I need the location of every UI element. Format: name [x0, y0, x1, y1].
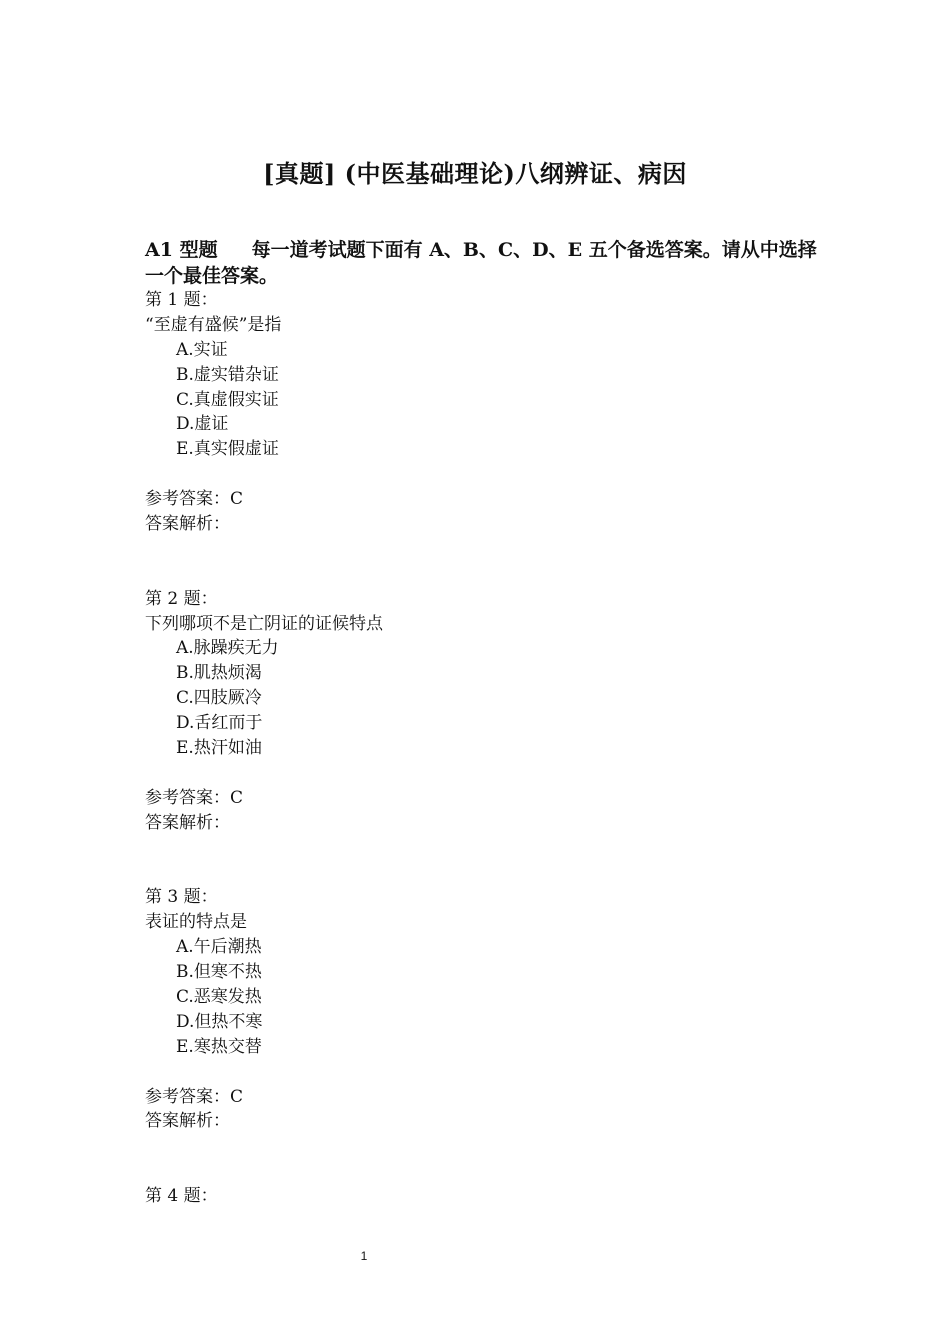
answer-option: C.真虚假实证	[176, 389, 279, 410]
question-stem: 下列哪项不是亡阴证的证候特点	[145, 613, 383, 634]
document-title: [真题] (中医基础理论)八纲辨证、病因	[263, 159, 687, 188]
answer-option: E.热汗如油	[176, 738, 262, 759]
answer-option: C.四肢厥冷	[176, 688, 262, 709]
answer-option: A.实证	[176, 339, 228, 360]
question-block	[145, 288, 817, 587]
section-heading	[145, 237, 817, 289]
question-block	[145, 885, 817, 1184]
answer-option: A.午后潮热	[176, 937, 262, 958]
reference-answer: 参考答案：C	[145, 489, 244, 510]
answer-option: E.真实假虚证	[176, 439, 279, 460]
answer-analysis: 答案解析：	[145, 812, 230, 833]
question-number: 第 4 题：	[145, 1186, 218, 1207]
question-stem: 表证的特点是	[145, 912, 247, 933]
spacer	[145, 836, 817, 886]
page-number: 1	[360, 1249, 368, 1263]
answer-option: B.虚实错杂证	[176, 364, 279, 385]
answer-option: D.但热不寒	[176, 1011, 263, 1032]
spacer	[145, 1134, 817, 1184]
question-type-label: A1 型题	[145, 239, 218, 261]
question-block	[145, 1184, 817, 1209]
answer-option: D.虚证	[176, 414, 229, 435]
question-stem: “至虚有盛候”是指	[145, 314, 282, 335]
question-number: 第 1 题：	[145, 290, 218, 310]
answer-analysis: 答案解析：	[145, 1111, 230, 1132]
reference-answer: 参考答案：C	[145, 1086, 244, 1107]
question-block	[145, 587, 817, 886]
answer-option: E.寒热交替	[176, 1036, 262, 1057]
section-instruction: 每一道考试题下面有 A、B、C、D、E 五个备选答案。请从中选择一个最佳答案。	[145, 239, 817, 287]
question-number: 第 2 题：	[145, 588, 218, 609]
answer-option: A.脉躁疾无力	[176, 638, 279, 659]
spacer	[145, 537, 817, 587]
spacer	[145, 761, 817, 786]
answer-option: C.恶寒发热	[176, 986, 262, 1007]
spacer	[145, 462, 817, 487]
question-number: 第 3 题：	[145, 887, 218, 908]
reference-answer: 参考答案：C	[145, 787, 244, 808]
question-list	[145, 288, 817, 1209]
answer-option: B.但寒不热	[176, 962, 262, 983]
spacer	[145, 1060, 817, 1085]
answer-option: B.肌热烦渴	[176, 663, 262, 684]
answer-option: D.舌红而于	[176, 713, 263, 734]
answer-analysis: 答案解析：	[145, 514, 230, 535]
